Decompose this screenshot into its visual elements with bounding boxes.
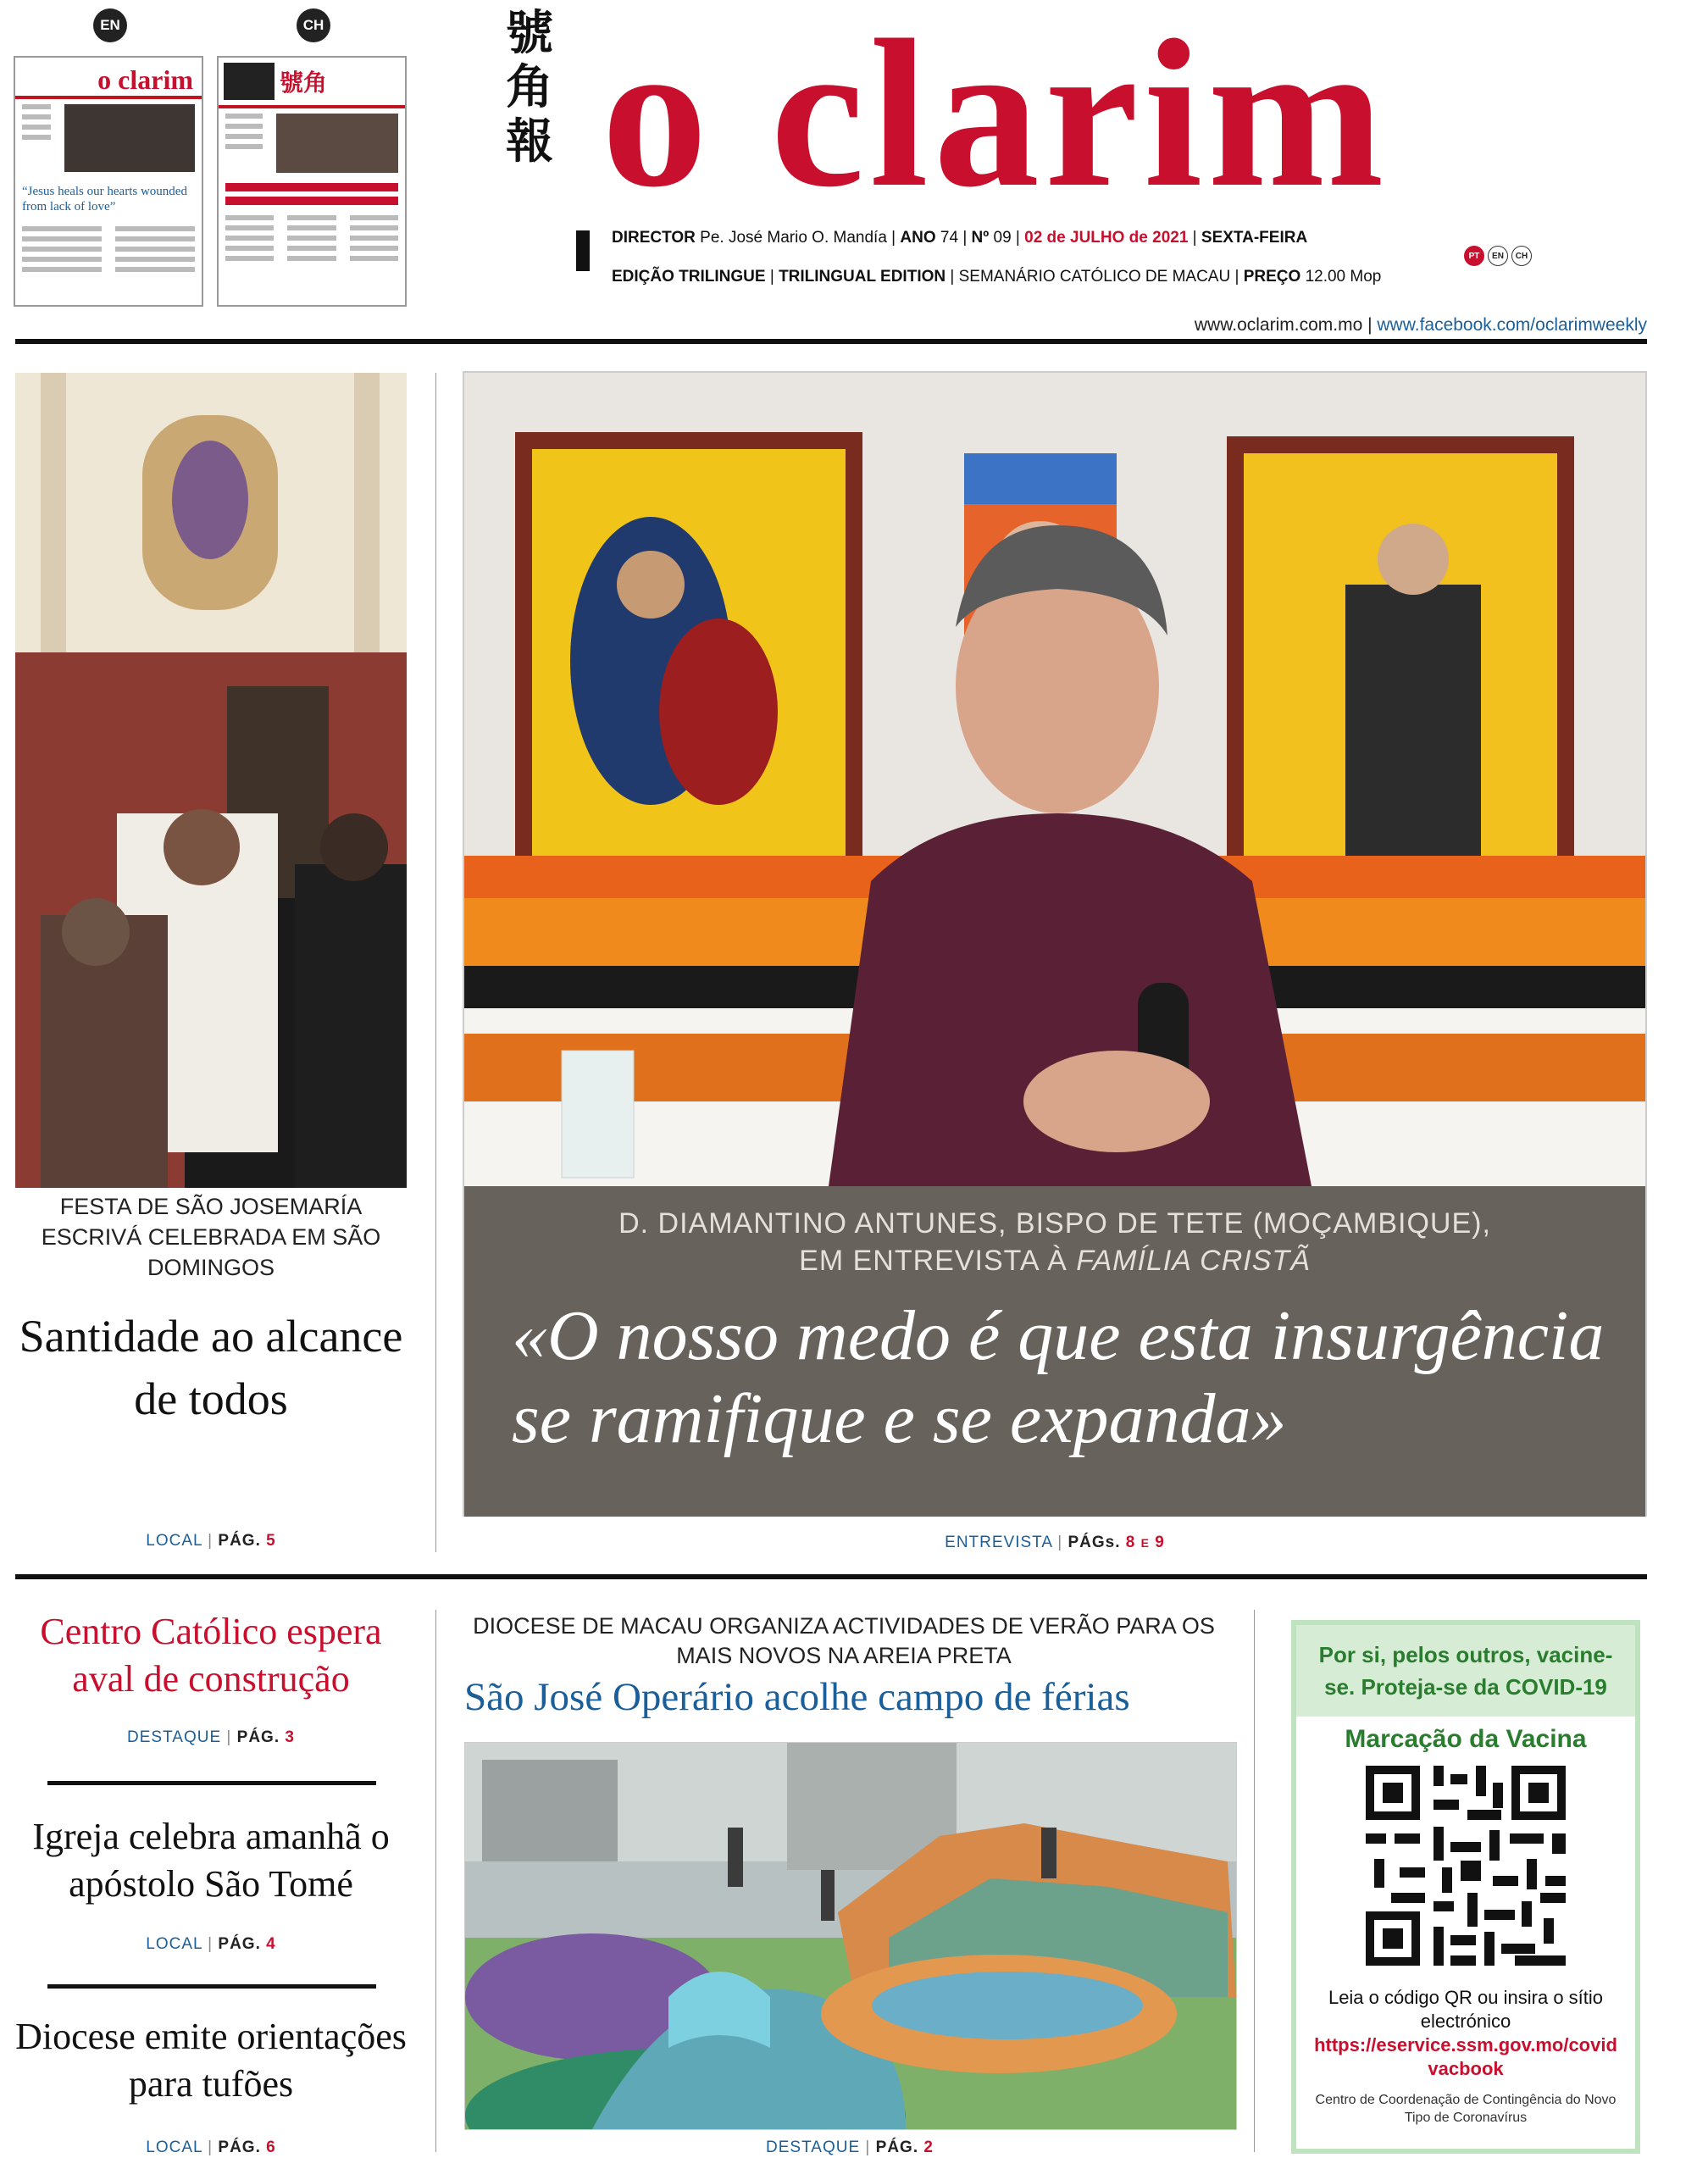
main-story-page-b: 9 — [1155, 1534, 1165, 1551]
main-story-kicker-prefix: EM ENTREVISTA À — [799, 1245, 1068, 1277]
director-name: Pe. José Mario O. Mandía — [700, 229, 887, 247]
en-thumb-photo — [64, 104, 195, 172]
weekly-label: SEMANÁRIO CATÓLICO DE MACAU — [958, 268, 1231, 286]
left-story-kicker: FESTA DE SÃO JOSEMARÍA ESCRIVÁ CELEBRADA EM SÃO DOMINGOS — [41, 1194, 381, 1280]
main-story-pag: PÁGs. — [1068, 1534, 1121, 1551]
left-story-page: 5 — [266, 1532, 276, 1550]
column-divider-3 — [1254, 1610, 1255, 2152]
bottom-story-2-headline[interactable]: Igreja celebra amanhã o apóstolo São Tomé — [32, 1816, 390, 1905]
chinese-char-3: 報 — [506, 114, 553, 169]
vaccine-ad-footer: Centro de Coordenação de Contingência do Novo Tipo de Coronavírus — [1315, 2093, 1616, 2125]
facebook-link[interactable]: www.facebook.com/oclarimweekly — [1377, 315, 1647, 335]
main-story-kicker-1: D. DIAMANTINO ANTUNES, BISPO DE TETE (MOÇAMBIQUE), — [618, 1207, 1491, 1240]
ch-thumb-title: 號角 — [280, 69, 328, 97]
center-story-headline[interactable]: São José Operário acolhe campo de férias — [464, 1675, 1130, 1719]
left-story-section: LOCAL — [146, 1532, 202, 1550]
bottom-story-2-pag: PÁG. — [218, 1935, 261, 1953]
main-story-kicker-2 — [464, 1242, 1645, 1279]
bottom-story-2-section: LOCAL — [146, 1935, 202, 1953]
price-label: PREÇO — [1243, 268, 1301, 286]
center-story-kicker: DIOCESE DE MACAU ORGANIZA ACTIVIDADES DE VERÃO PARA OS MAIS NOVOS NA AREIA PRETA — [473, 1613, 1215, 1668]
en-edition-badge[interactable]: EN — [93, 8, 127, 42]
left-story-pageref[interactable]: LOCAL | PÁG. 5 — [146, 1532, 276, 1550]
lang-en-button[interactable]: EN — [1488, 246, 1508, 266]
main-story-caption — [464, 1186, 1645, 1517]
vaccine-ad-top: Por si, pelos outros, vacine-se. Proteja-se da COVID-19 — [1296, 1625, 1635, 1717]
bottom-story-1-headline[interactable]: Centro Católico espera aval de construção — [40, 1611, 382, 1700]
main-story-quote[interactable]: «O nosso medo é que esta insurgência se ramifique e se expanda» — [512, 1296, 1605, 1458]
masthead-logo: o clarim — [602, 0, 1389, 231]
masthead-rule — [15, 339, 1647, 344]
chinese-char-2: 角 — [506, 60, 553, 115]
director-label: DIRECTOR — [612, 229, 696, 247]
vaccine-ad[interactable] — [1291, 1620, 1640, 2154]
bottom-divider-1 — [47, 1781, 376, 1785]
edition-label: EDIÇÃO TRILINGUE — [612, 268, 766, 286]
center-story-pag: PÁG. — [875, 2138, 919, 2156]
bottom-divider-2 — [47, 1984, 376, 1989]
ch-edition-thumbnail[interactable] — [217, 56, 407, 307]
chinese-char-1: 號 — [506, 6, 553, 61]
main-story-kicker-italic: FAMÍLIA CRISTÃ — [1076, 1245, 1311, 1277]
ano-value: 74 — [940, 229, 959, 247]
bottom-story-3-section: LOCAL — [146, 2138, 202, 2156]
price-value: 12.00 Mop — [1305, 268, 1382, 286]
left-story-pag: PÁG. — [218, 1532, 261, 1550]
issue-value: 09 — [993, 229, 1012, 247]
issue-weekday: SEXTA-FEIRA — [1201, 229, 1308, 247]
website-link[interactable]: www.oclarim.com.mo — [1194, 315, 1363, 335]
bottom-story-3-page: 6 — [266, 2138, 276, 2156]
column-divider-2 — [435, 1610, 436, 2152]
language-selector — [1461, 246, 1532, 266]
ch-thumb-photo — [276, 114, 398, 173]
issue-date: 02 de JULHO de 2021 — [1024, 229, 1189, 247]
bottom-story-3-headline[interactable]: Diocese emite orientações para tufões — [15, 2016, 407, 2105]
bishop-interview-photo — [464, 373, 1645, 1186]
trilingual-label: TRILINGUAL EDITION — [779, 268, 946, 286]
en-edition-thumbnail[interactable] — [14, 56, 203, 307]
main-story-pageref[interactable]: ENTREVISTA | PÁGs. 8 E 9 — [945, 1534, 1165, 1551]
lang-pt-button[interactable]: PT — [1464, 246, 1484, 266]
left-story-headline[interactable]: Santidade ao alcance de todos — [19, 1311, 403, 1424]
bottom-story-1-page: 3 — [285, 1728, 295, 1746]
bottom-story-2-page: 4 — [266, 1935, 276, 1953]
chinese-title — [500, 7, 559, 169]
center-story-pageref[interactable]: DESTAQUE | PÁG. 2 — [766, 2138, 934, 2156]
bottom-story-1-pag: PÁG. — [236, 1728, 280, 1746]
vaccine-ad-link[interactable]: https://eservice.ssm.gov.mo/covidvacbook — [1314, 2034, 1617, 2079]
qr-code-icon[interactable] — [1366, 1766, 1566, 1966]
column-divider-1 — [435, 373, 436, 1552]
vaccine-ad-text: Leia o código QR ou insira o sítio electrónico — [1328, 1987, 1604, 2032]
issue-info-line: DIRECTOR Pe. José Mario O. Mandía | ANO 74 | Nº 09 | 02 de JULHO de 2021 | SEXTA-FEIRA — [612, 229, 1308, 247]
church-mass-photo — [15, 373, 407, 1188]
main-story-connector: E — [1140, 1536, 1150, 1550]
lang-ch-button[interactable]: CH — [1511, 246, 1532, 266]
edition-info-line: EDIÇÃO TRILINGUE | TRILINGUAL EDITION | SEMANÁRIO CATÓLICO DE MACAU | PREÇO 12.00 Mop — [612, 268, 1382, 286]
section-rule — [15, 1574, 1647, 1579]
center-story-page: 2 — [923, 2138, 934, 2156]
summer-camp-photo — [464, 1742, 1237, 2130]
main-story-section: ENTREVISTA — [945, 1534, 1052, 1551]
bottom-story-2-pageref[interactable]: LOCAL | PÁG. 4 — [146, 1935, 276, 1953]
main-story-page-a: 8 — [1125, 1534, 1136, 1551]
vaccine-ad-title: Marcação da Vacina — [1345, 1725, 1587, 1753]
issue-label: Nº — [971, 229, 990, 247]
bottom-story-3-pageref[interactable]: LOCAL | PÁG. 6 — [146, 2138, 276, 2156]
bottom-story-1-section: DESTAQUE — [127, 1728, 222, 1746]
bottom-story-1-pageref[interactable]: DESTAQUE | PÁG. 3 — [127, 1728, 295, 1746]
web-links: www.oclarim.com.mo | www.facebook.com/oclarimweekly — [1194, 315, 1647, 335]
center-story-section: DESTAQUE — [766, 2138, 861, 2156]
bottom-story-3-pag: PÁG. — [218, 2138, 261, 2156]
en-thumb-title: o clarim — [97, 64, 193, 95]
ano-label: ANO — [900, 229, 936, 247]
ch-edition-badge[interactable]: CH — [297, 8, 330, 42]
masthead-marker — [576, 230, 590, 271]
en-thumb-headline: “Jesus heals our hearts wounded from lack of love” — [22, 185, 187, 214]
